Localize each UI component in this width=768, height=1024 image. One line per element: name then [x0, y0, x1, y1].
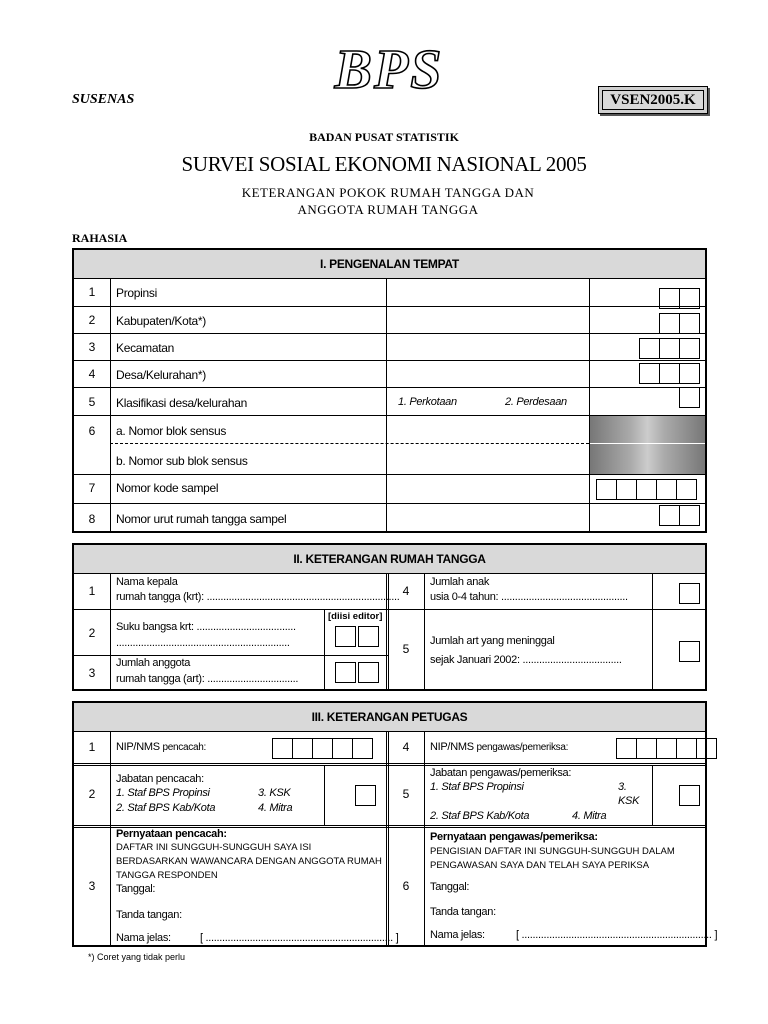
row-number: 5 [88, 395, 96, 409]
option-staf-kabkota: 2. Staf BPS Kab/Kota [116, 802, 216, 814]
option-staf-kabkota: 2. Staf BPS Kab/Kota [430, 810, 530, 822]
field-nama-krt[interactable]: rumah tangga (krt): ...................................................................... [116, 591, 400, 603]
option-staf-propinsi: 1. Staf BPS Propinsi [430, 781, 524, 793]
label-nip-pengawas: NIP/NMS pengawas/pemeriksa: [430, 741, 569, 753]
row-number: 7 [88, 481, 96, 495]
code-box-klasifikasi[interactable] [680, 387, 700, 408]
section-3-officers [72, 701, 718, 947]
label-klasifikasi: Klasifikasi desa/kelurahan [116, 396, 247, 410]
field-tanggal-pencacah[interactable]: Tanggal: [116, 883, 156, 895]
field-tanda-tangan-pencacah[interactable]: Tanda tangan: [116, 909, 182, 921]
row-number: 3 [88, 666, 96, 680]
code-boxes-kode-sampel[interactable] [597, 479, 697, 500]
label-nomor-sub-blok-sensus: b. Nomor sub blok sensus [116, 454, 248, 468]
code-boxes-kecamatan[interactable] [640, 338, 700, 359]
option-ksk-number: 3. [618, 781, 627, 793]
field-jumlah-meninggal[interactable]: sejak Januari 2002: .................................... [430, 654, 622, 666]
row-number: 3 [88, 340, 96, 354]
option-perdesaan: 2. Perdesaan [505, 396, 567, 408]
label-jumlah-anggota: Jumlah anggota [116, 657, 191, 669]
label-nama-jelas-pengawas: Nama jelas: [430, 929, 485, 941]
code-boxes-jumlah-art[interactable] [333, 662, 379, 683]
code-boxes-nip-pengawas[interactable] [617, 738, 717, 759]
shaded-cell [590, 416, 705, 443]
bps-logo [322, 38, 456, 98]
label-nomor-blok-sensus: a. Nomor blok sensus [116, 424, 227, 438]
option-mitra: 4. Mitra [572, 810, 607, 822]
statement-line: TANGGA RESPONDEN [116, 870, 218, 881]
agency-name: BADAN PUSAT STATISTIK [309, 130, 459, 144]
label-kode-sampel: Nomor kode sampel [116, 481, 219, 495]
statement-line: PENGAWASAN SAYA DAN TELAH SAYA PERIKSA [430, 860, 650, 871]
statement-line: PENGISIAN DAFTAR INI SUNGGUH-SUNGGUH DALAM [430, 846, 675, 857]
code-boxes-nomor-urut[interactable] [660, 505, 700, 526]
row-number: 6 [88, 424, 96, 438]
code-box-jabatan-pengawas[interactable] [680, 785, 700, 806]
subtitle-line-1: KETERANGAN POKOK RUMAH TANGGA DAN [241, 185, 535, 200]
row-number: 4 [402, 584, 410, 598]
label-desa: Desa/Kelurahan*) [116, 368, 206, 382]
field-tanggal-pengawas[interactable]: Tanggal: [430, 881, 470, 893]
statement-line: DAFTAR INI SUNGGUH-SUNGGUH SAYA ISI [116, 842, 312, 853]
code-box-jumlah-meninggal[interactable] [680, 641, 700, 662]
label-jabatan-pengawas: Jabatan pengawas/pemeriksa: [430, 767, 572, 779]
label-nama-kepala: Nama kepala [116, 576, 178, 588]
shaded-cell [590, 444, 705, 474]
option-perkotaan: 1. Perkotaan [398, 396, 457, 408]
label-jumlah-anak: Jumlah anak [430, 576, 490, 588]
code-boxes-kabupaten[interactable] [660, 313, 700, 334]
row-number: 1 [88, 285, 96, 299]
row-number: 8 [88, 512, 96, 526]
label-kabupaten: Kabupaten/Kota*) [116, 314, 206, 328]
subtitle-line-2: ANGGOTA RUMAH TANGGA [297, 202, 479, 217]
editor-note: [diisi editor] [328, 611, 383, 622]
code-boxes-propinsi[interactable] [660, 288, 700, 309]
susenas-label: SUSENAS [72, 92, 135, 107]
field-suku-bangsa[interactable]: Suku bangsa krt: .................................... [116, 621, 296, 633]
row-number: 4 [88, 367, 96, 381]
form-code: VSEN2005.K [602, 90, 704, 110]
section-1-location [72, 248, 707, 533]
field-suku-bangsa-cont[interactable]: ............................................................... [116, 637, 290, 649]
label-jumlah-meninggal: Jumlah art yang meninggal [430, 635, 555, 647]
field-tanda-tangan-pengawas[interactable]: Tanda tangan: [430, 906, 496, 918]
svg-text:BPS: BPS [334, 39, 444, 98]
row-number: 3 [88, 879, 96, 893]
row-number: 2 [88, 626, 96, 640]
label-propinsi: Propinsi [116, 286, 157, 300]
section-1-title: I. PENGENALAN TEMPAT [74, 250, 705, 279]
row-number: 1 [88, 740, 96, 754]
row-number: 1 [88, 584, 96, 598]
label-jabatan-pencacah: Jabatan pencacah: [116, 773, 204, 785]
option-staf-propinsi: 1. Staf BPS Propinsi [116, 787, 210, 799]
form-code-box [598, 86, 708, 114]
code-boxes-nip-pencacah[interactable] [273, 738, 373, 759]
confidential-label: RAHASIA [72, 231, 128, 245]
footnote: *) Coret yang tidak perlu [88, 952, 186, 962]
row-number: 5 [402, 642, 410, 656]
section-2-title: II. KETERANGAN RUMAH TANGGA [74, 545, 705, 574]
label-pernyataan-pengawas: Pernyataan pengawas/pemeriksa: [430, 831, 598, 843]
label-nip-pencacah: NIP/NMS pencacah: [116, 741, 206, 753]
field-jumlah-anak[interactable]: usia 0-4 tahun: .............................................. [430, 591, 628, 603]
label-nomor-urut: Nomor urut rumah tangga sampel [116, 512, 287, 526]
survey-title: SURVEI SOSIAL EKONOMI NASIONAL 2005 [181, 152, 587, 176]
label-nama-jelas-pencacah: Nama jelas: [116, 932, 171, 944]
option-mitra: 4. Mitra [258, 802, 293, 814]
row-number: 2 [88, 313, 96, 327]
label-pernyataan-pencacah: Pernyataan pencacah: [116, 828, 227, 840]
label-kecamatan: Kecamatan [116, 341, 175, 355]
code-boxes-desa[interactable] [640, 363, 700, 384]
field-nama-jelas-pencacah[interactable]: [ .................................................................... ] [200, 932, 399, 944]
code-box-jumlah-anak[interactable] [680, 583, 700, 604]
row-number: 6 [402, 879, 410, 893]
statement-line: BERDASARKAN WAWANCARA DENGAN ANGGOTA RUMAH [116, 856, 382, 867]
row-number: 5 [402, 787, 410, 801]
field-jumlah-art[interactable]: rumah tangga (art): ................................. [116, 673, 299, 685]
code-box-jabatan-pencacah[interactable] [356, 785, 376, 806]
section-3-title: III. KETERANGAN PETUGAS [74, 703, 705, 732]
option-ksk: KSK [618, 795, 640, 807]
section-2-household [72, 543, 707, 691]
row-number: 4 [402, 740, 410, 754]
code-boxes-suku[interactable] [333, 626, 379, 647]
option-ksk: 3. KSK [258, 787, 291, 799]
field-nama-jelas-pengawas[interactable]: [ ..................................................................... ] [516, 929, 718, 941]
row-number: 2 [88, 787, 96, 801]
